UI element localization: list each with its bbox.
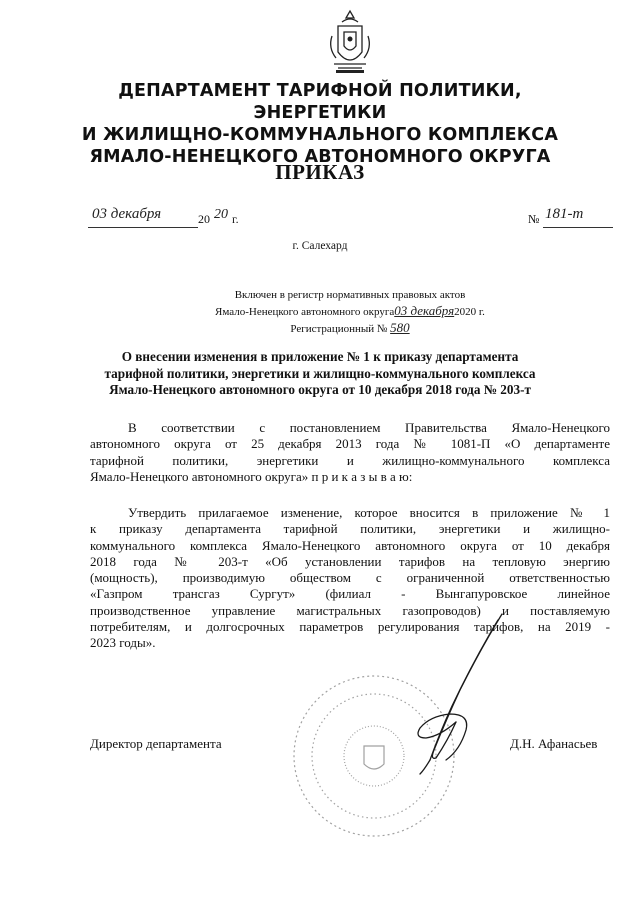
department-name-line: ДЕПАРТАМЕНТ ТАРИФНОЙ ПОЛИТИКИ, ЭНЕРГЕТИКИ <box>118 81 522 123</box>
preamble-paragraph <box>90 420 610 485</box>
paragraph-line: 2018 года № 203-т «Об установлении тарифов на тепловую энергию <box>90 553 610 569</box>
department-name-line: ЯМАЛО-НЕНЕЦКОГО АВТОНОМНОГО ОКРУГА <box>89 147 551 167</box>
paragraph-line: (мощность), производимую обществом с ограниченной ответственностью <box>90 570 610 586</box>
city: г. Салехард <box>292 240 348 252</box>
paragraph-line: 2023 годы». <box>90 635 156 651</box>
handwritten-year: 20 <box>214 207 228 222</box>
paragraph-line: тарифной политики, энергетики и жилищно-коммунального комплекса <box>90 452 610 468</box>
coat-of-arms-icon <box>326 8 374 78</box>
year-suffix: г. <box>232 212 239 226</box>
paragraph-line: Утвердить прилагаемое изменение, которое вносится в приложение № 1 <box>128 505 610 520</box>
department-name <box>60 80 580 168</box>
subject-line: Ямало-Ненецкого автономного округа от 10 декабря 2018 года № 203-т <box>109 382 531 397</box>
registration-handwritten-date: 03 декабря <box>394 303 455 318</box>
order-paragraph <box>90 505 610 652</box>
signer-position: Директор департамента <box>90 736 222 751</box>
handwritten-number: 181-т <box>545 206 584 222</box>
paragraph-line: В соответствии с постановлением Правительства Ямало-Ненецкого <box>128 420 610 435</box>
paragraph-line: коммунального комплекса Ямало-Ненецкого автономного округа от 10 декабря <box>90 537 610 553</box>
registration-date-line <box>160 303 540 320</box>
registration-text: Ямало-Ненецкого автономного округа <box>215 306 395 318</box>
order-subject <box>90 349 550 399</box>
registration-line: Включен в регистр нормативных правовых актов <box>234 289 466 301</box>
paragraph-line: автономного округа от 25 декабря 2013 года № 1081-П «О департаменте <box>90 436 610 452</box>
registration-block <box>160 288 540 337</box>
registration-handwritten-number: 580 <box>390 320 410 335</box>
subject-line: тарифной политики, энергетики и жилищно-коммунального комплекса <box>104 365 536 381</box>
paragraph-line: потребителям, и долгосрочных параметров регулирования тарифов, на 2019 - <box>90 619 610 635</box>
handwritten-date: 03 декабря <box>92 206 162 222</box>
year-prefix: 20 <box>198 212 210 226</box>
registration-number-label: Регистрационный № <box>290 323 388 335</box>
subject-line: О внесении изменения в приложение № 1 к приказу департамента <box>121 349 519 364</box>
number-prefix: № <box>528 212 540 226</box>
number-underline <box>543 227 613 228</box>
department-name-line: И ЖИЛИЩНО-КОММУНАЛЬНОГО КОМПЛЕКСА <box>81 125 559 145</box>
date-underline <box>88 227 198 228</box>
document-type-title: ПРИКАЗ <box>275 160 365 184</box>
registration-year: 2020 г. <box>454 306 485 318</box>
paragraph-line: производственное управление магистральных газопроводов) и поставляемую <box>90 602 610 618</box>
registration-number-line <box>160 320 540 337</box>
signer-name: Д.Н. Афанасьев <box>510 736 598 751</box>
paragraph-line: к приказу департамента тарифной политики, энергетики и жилищно- <box>90 521 610 537</box>
paragraph-line: Ямало-Ненецкого автономного округа» п р и к а з ы в а ю: <box>90 468 413 484</box>
paragraph-line: «Газпром трансгаз Сургут» (филиал - Вынгапуровское линейное <box>90 586 610 602</box>
handwritten-signature <box>390 610 510 780</box>
